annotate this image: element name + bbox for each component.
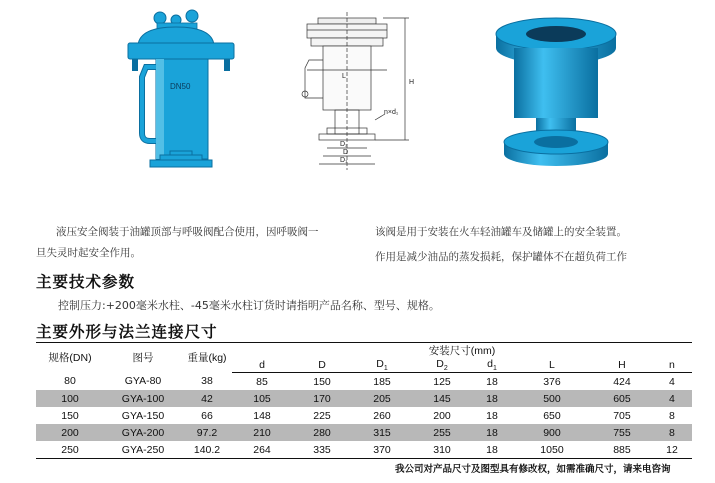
dim-L-label: L	[342, 73, 346, 80]
col-H-header: H	[592, 358, 652, 373]
col-n-header: n	[652, 358, 692, 373]
col-spec-header: 规格(DN)	[36, 343, 104, 373]
col-L-header: L	[512, 358, 592, 373]
cell: 755	[592, 424, 652, 441]
description-right-line2: 作用是减少油品的蒸发损耗，保护罐体不在超负荷工作	[375, 251, 627, 263]
cell: 200	[36, 424, 104, 441]
valve-dimension-drawing	[285, 10, 430, 175]
cell: 370	[352, 441, 412, 459]
cell: 650	[543, 409, 561, 422]
dim-D2-label: D₂	[340, 141, 348, 148]
cell: 885	[592, 441, 652, 459]
col-D1-header: $D_1$	[352, 358, 412, 373]
col-model-header: 图号	[104, 343, 182, 373]
cell: 38	[201, 375, 213, 388]
cell: 97.2	[182, 424, 232, 441]
valve-3d-figure	[492, 8, 622, 173]
description-left	[36, 222, 336, 264]
cell: 18	[472, 441, 512, 459]
table-row	[36, 424, 692, 441]
cell: 12	[652, 441, 692, 459]
cell: 335	[292, 441, 352, 459]
cell: 1050	[512, 441, 592, 459]
cell: 80	[64, 375, 76, 388]
cell: GYA-200	[104, 424, 182, 441]
cell: 250	[36, 441, 104, 459]
cell: 260	[373, 409, 391, 422]
cell: 705	[613, 409, 631, 422]
cell: 18	[486, 409, 498, 422]
dn-label: DN50	[170, 82, 191, 91]
cell: GYA-80	[124, 375, 162, 388]
cell: 170	[292, 390, 352, 407]
cell: 4	[669, 375, 675, 388]
cell: 18	[472, 390, 512, 407]
cell: 225	[313, 409, 331, 422]
cell: 900	[512, 424, 592, 441]
cell: 145	[412, 390, 472, 407]
dim-H-label: H	[409, 79, 415, 86]
col-D2-header: $D_2$	[412, 358, 472, 373]
cell: 18	[472, 424, 512, 441]
cell: 210	[232, 424, 292, 441]
valve-side-view-figure	[110, 5, 260, 175]
cell: 18	[486, 375, 498, 388]
cell: 280	[292, 424, 352, 441]
cell: 105	[232, 390, 292, 407]
table-row	[36, 373, 692, 391]
table-row	[36, 390, 692, 407]
tech-params-heading: 主要技术参数	[36, 273, 136, 291]
cell: 8	[652, 424, 692, 441]
cell: 376	[543, 375, 561, 388]
dimension-table	[36, 342, 692, 459]
cell: 424	[613, 375, 631, 388]
cell: 148	[253, 409, 271, 422]
description-left-line2: 旦失灵时起安全作用。	[36, 247, 141, 259]
control-pressure-text: 控制压力:+200毫米水柱、-45毫米水柱订货时请指明产品名称、型号、规格。	[58, 299, 440, 312]
description-left-line1: 液压安全阀装于油罐顶部与呼吸阀配合使用，因呼吸阀一	[56, 226, 319, 238]
dim-D1-label: D₁	[340, 157, 348, 164]
col-weight-header: 重量(kg)	[182, 343, 232, 373]
cell: 310	[412, 441, 472, 459]
cell: GYA-100	[104, 390, 182, 407]
dim-nd1-label: n×d₁	[384, 109, 399, 116]
cell: 4	[652, 390, 692, 407]
cell: 100	[36, 390, 104, 407]
col-D-header: D	[292, 358, 352, 373]
cell: GYA-150	[121, 409, 165, 422]
dimensions-heading: 主要外形与法兰连接尺寸	[36, 323, 218, 341]
cell: 150	[313, 375, 331, 388]
cell: 125	[433, 375, 451, 388]
description-right	[375, 222, 695, 268]
cell: 500	[512, 390, 592, 407]
description-right-line1: 该阀是用于安装在火车轻油罐车及储罐上的安全装置。	[375, 226, 627, 238]
cell: 185	[373, 375, 391, 388]
cell: 264	[232, 441, 292, 459]
col-d-header: d	[232, 358, 292, 373]
cell: GYA-250	[104, 441, 182, 459]
col-d1-header: $d_1$	[472, 358, 512, 373]
table-row	[36, 407, 692, 424]
cell: 140.2	[182, 441, 232, 459]
dim-D-label: D	[343, 149, 349, 156]
cell: 200	[433, 409, 451, 422]
cell: 205	[352, 390, 412, 407]
cell: 42	[182, 390, 232, 407]
table-row	[36, 441, 692, 459]
cell: 150	[61, 409, 79, 422]
cell: 66	[201, 409, 213, 422]
cell: 315	[352, 424, 412, 441]
cell: 85	[256, 375, 268, 388]
footer-note: 我公司对产品尺寸及图型具有修改权，如需准确尺寸，请来电咨询	[395, 464, 671, 475]
install-size-header: 安装尺寸(mm)	[232, 343, 692, 359]
cell: 605	[592, 390, 652, 407]
cell: 8	[669, 409, 675, 422]
cell: 255	[412, 424, 472, 441]
